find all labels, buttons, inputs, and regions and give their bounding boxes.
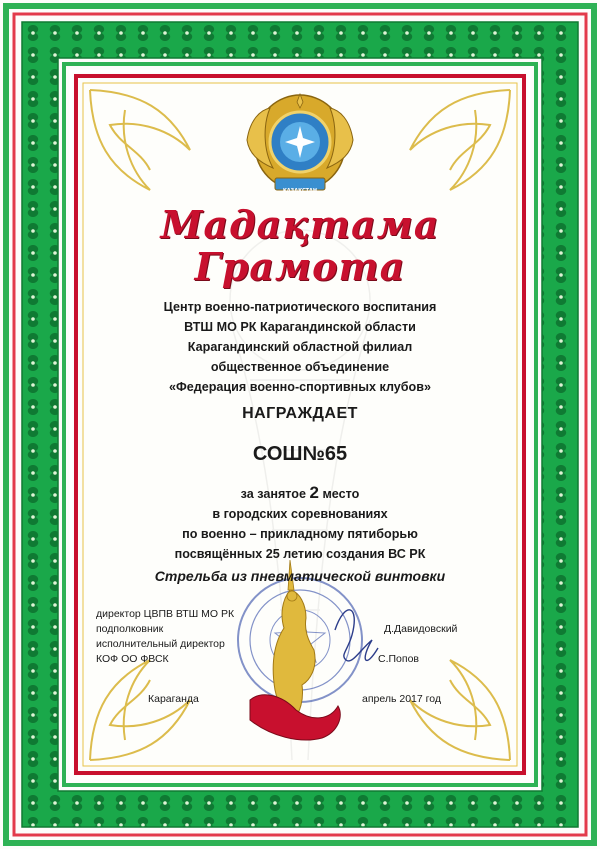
organization-block — [100, 297, 500, 397]
title-russian: Грамота — [194, 244, 406, 289]
second-signatory-title: исполнительный директор — [96, 638, 225, 650]
footer-city: Караганда — [148, 693, 199, 705]
reason-suffix: место — [322, 487, 360, 501]
reason-line-3: по военно – прикладному пятиборью — [182, 527, 418, 541]
second-signatory-name: С.Попов — [378, 653, 419, 665]
recipient-name: СОШ№65 — [252, 443, 348, 465]
first-signatory-rank: подполковник — [96, 623, 164, 635]
reason-line-4: посвящённых 25 летию создания ВС РК — [174, 547, 426, 561]
first-signatory-name: Д.Давидовский — [384, 623, 458, 635]
state-emblem-icon — [245, 90, 355, 202]
title-kazakh: Мадақтама — [160, 202, 440, 247]
org-line-4: общественное объединение — [210, 360, 390, 374]
reason-line-1 — [100, 483, 500, 504]
first-signatory-title: директор ЦВПВ ВТШ МО РК — [96, 608, 235, 620]
emblem-ribbon-text: ҚАЗАҚСТАН — [282, 188, 318, 194]
awards-label: НАГРАЖДАЕТ — [242, 405, 358, 422]
reason-prefix: за занятое — [240, 487, 307, 501]
footer-date: апрель 2017 год — [362, 693, 441, 705]
award-reason — [100, 483, 500, 564]
org-line-5: «Федерация военно-спортивных клубов» — [168, 380, 431, 394]
reason-line-2: в городских соревнованиях — [212, 507, 388, 521]
org-line-3: Карагандинский областной филиал — [187, 340, 413, 354]
place-number: 2 — [309, 483, 319, 502]
second-signatory-org: КОФ ОО ФВСК — [96, 653, 169, 665]
org-line-1: Центр военно-патриотического воспитания — [163, 300, 437, 314]
discipline-name: Стрельба из пневматической винтовки — [154, 568, 446, 584]
signatory-block-left — [96, 607, 234, 667]
org-line-2: ВТШ МО РК Карагандинской области — [184, 320, 416, 334]
